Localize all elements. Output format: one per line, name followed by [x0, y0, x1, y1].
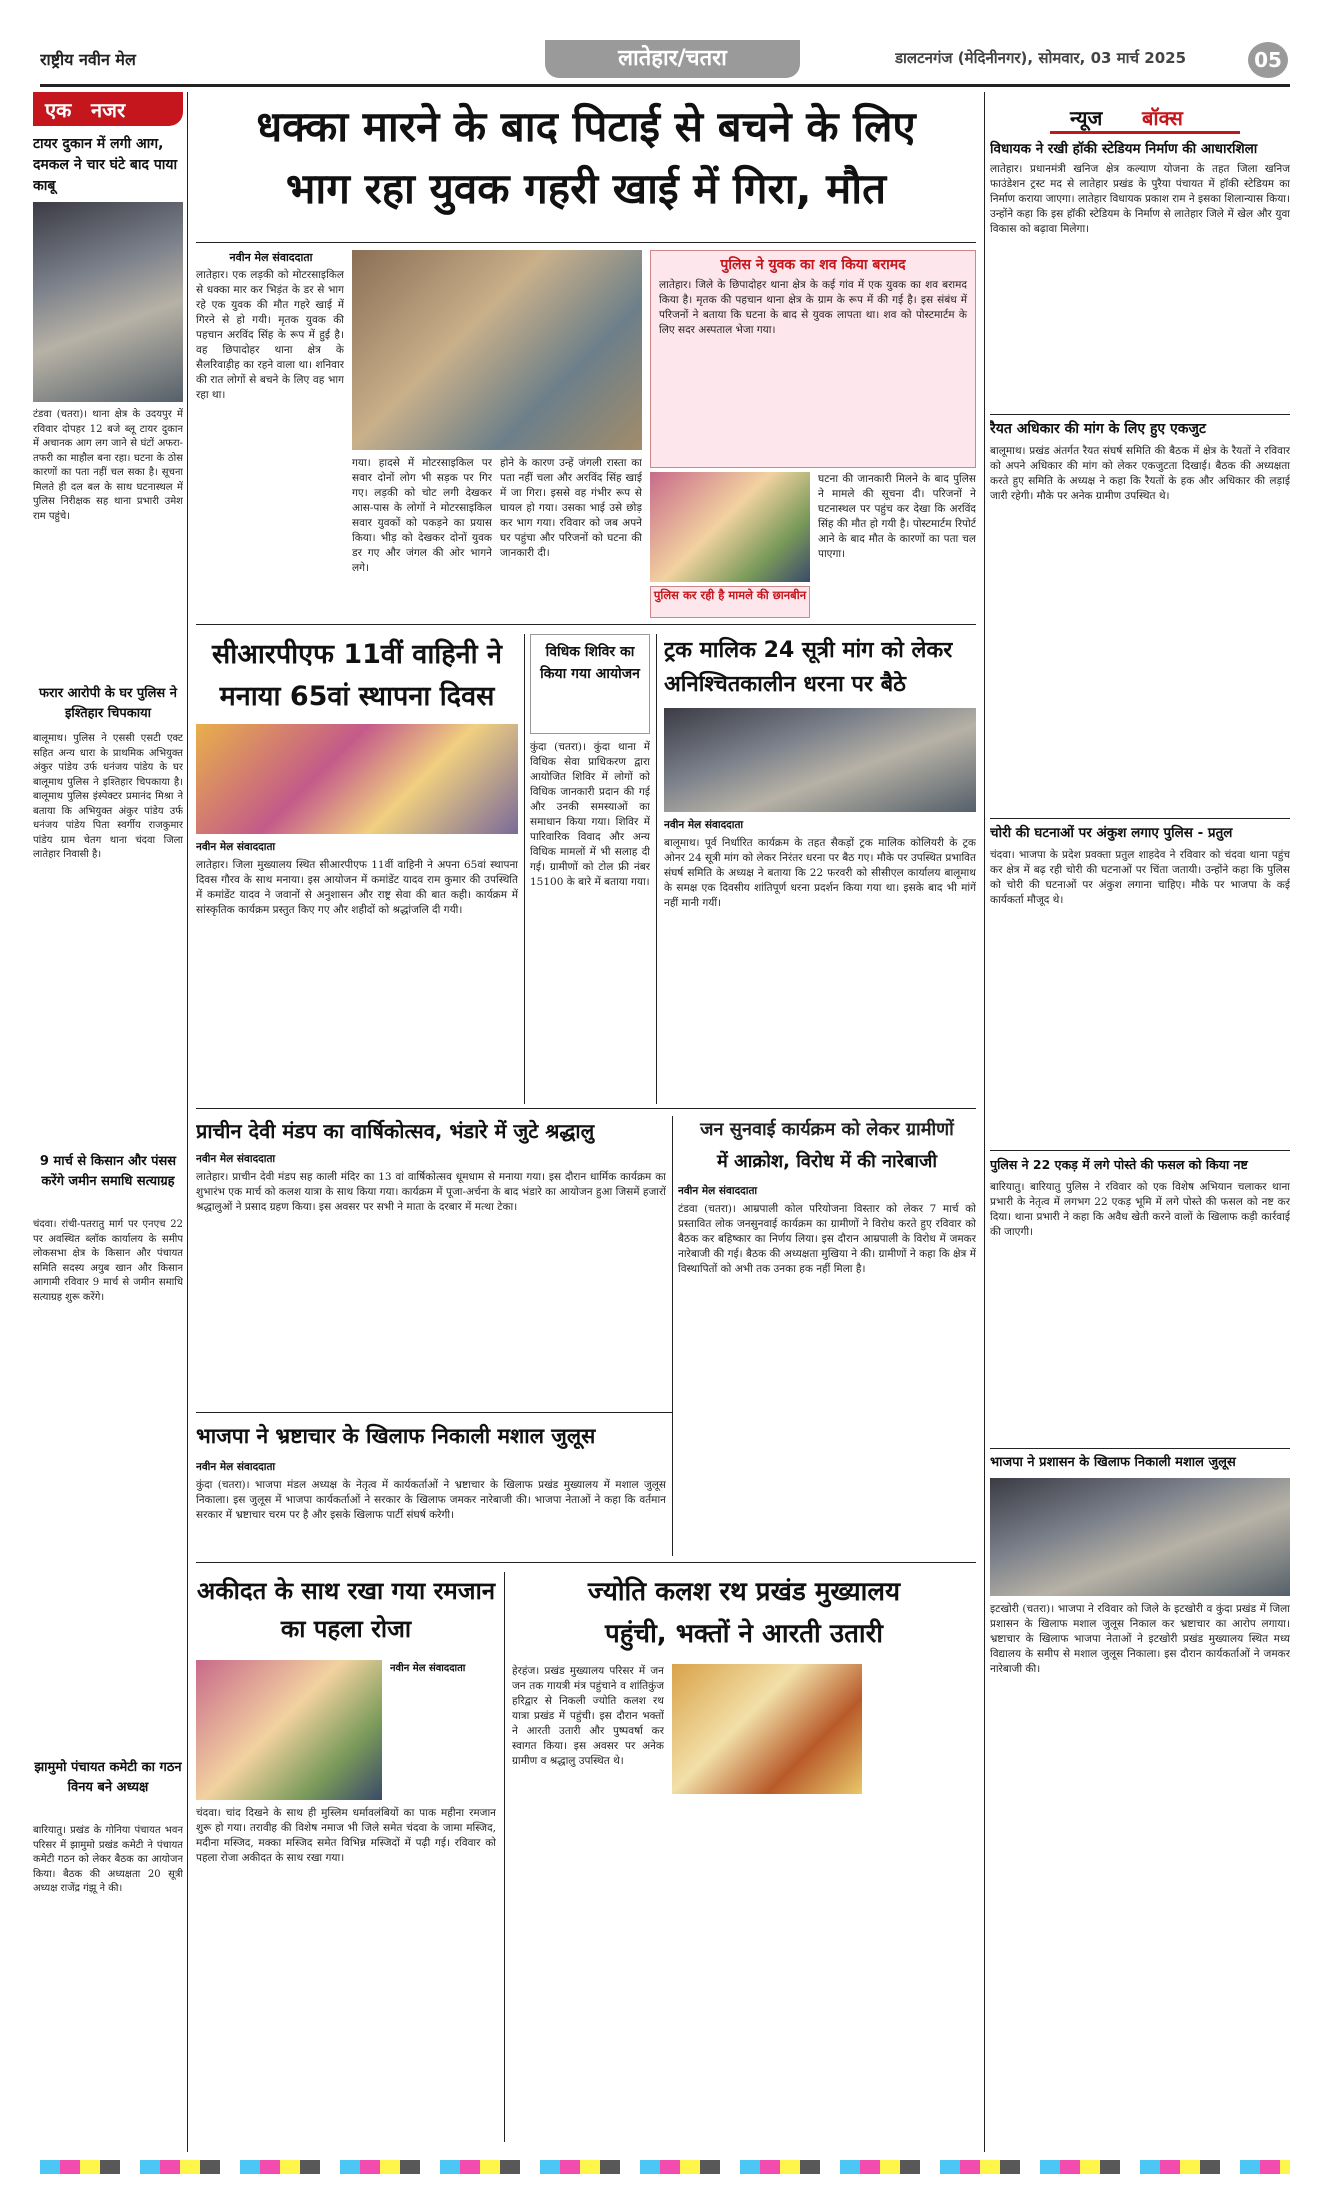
kalash-headline-1: ज्योति कलश रथ प्रखंड मुख्यालय [587, 1577, 901, 1607]
crpf-photo [196, 724, 518, 834]
crpf-divider [524, 634, 525, 1104]
fire-photo [33, 202, 183, 402]
investigation-headline: पुलिस कर रही है मामले की छानबीन [653, 588, 807, 602]
crpf-byline: नवीन मेल संवाददाता [196, 841, 276, 853]
lead-body-2: गया। हादसे में मोटरसाइकिल पर सवार दोनों लोग भी सड़क पर गिर गए। लड़की को चोट लगी देखकर आस-पास के लोगों ने मोटरसाइकिल सवार युवकों को पकड़ने का प्रयास किया। भीड़ को देखकर दोनों युवक डर गए और जंगल की ओर भागने लगे। [352, 457, 492, 574]
masthead-rule [40, 84, 1290, 87]
masthead [40, 40, 1290, 82]
devi-byline: नवीन मेल संवाददाता [196, 1153, 276, 1165]
jansunwai-byline: नवीन मेल संवाददाता [678, 1185, 758, 1197]
left-story-4-headline: झामुमो पंचायत कमेटी का गठन विनय बने अध्यक्ष [34, 1760, 182, 1795]
lead-bottom-rule [196, 624, 976, 625]
roza-body: चंदवा। चांद दिखने के साथ ही मुस्लिम धर्मावलंबियों का पाक महीना रमजान शुरू हो गया। तरावीह की विशेष नमाज भी जिले समेत चंदवा के जामा मस्जिद, मदीना मस्जिद, मक्का मस्जिद समेत विभिन्न मस्जिदों में पढ़ी गई। रविवार को पहला रोजा अकीदत के साथ रखा गया। [196, 1807, 496, 1864]
roza-byline: नवीन मेल संवाददाता [390, 1663, 466, 1674]
lead-photo [352, 250, 642, 450]
left-story-1-body: टंडवा (चतरा)। थाना क्षेत्र के उदयपुर में रविवार दोपहर 12 बजे ब्लू टायर दुकान में अचानक आग लग जाने से घंटों अफरा-तफरी का माहौल बना रहा। घटना के ठोस कारणों का पता नहीं चल सका है। सूचना मिलते ही दल बल के साथ घटनास्थल में पुलिस निरीक्षक सह थाना प्रभारी उमेश राम पहुंचे। [33, 409, 183, 522]
center-right-divider [984, 92, 985, 2152]
right-rule-2 [990, 818, 1290, 819]
left-story-2-headline: फरार आरोपी के घर पुलिस ने इश्तिहार चिपकाया [39, 686, 177, 721]
lead-photo-2 [650, 472, 810, 582]
right-rule-3 [990, 1150, 1290, 1151]
tag-ek: एक [45, 98, 72, 122]
dateline: डालटनगंज (मेदिनीनगर), सोमवार, 03 मार्च 2025 [895, 49, 1187, 67]
bjp-headline: भाजपा ने भ्रष्टाचार के खिलाफ निकाली मशाल जुलूस [196, 1424, 596, 1448]
right-story-4-headline: पुलिस ने 22 एकड़ में लगे पोस्ते की फसल को किया नष्ट [990, 1157, 1248, 1172]
ek-nazar-tag [33, 92, 183, 126]
devi-body: लातेहार। प्राचीन देवी मंडप सह काली मंदिर का 13 वां वार्षिकोत्सव धूमधाम से मनाया गया। इस दौरान धार्मिक कार्यक्रम का शुभारंभ एक मार्च को कलश यात्रा के साथ किया गया। कार्यक्रम में पूजा-अर्चना के बाद भंडारे का आयोजन हुआ जिसमें हजारों श्रद्धालुओं ने प्रसाद ग्रहण किया। इस अवसर पर सभी ने माता के दरबार में मत्था टेका। [196, 1171, 666, 1213]
mid-rule-1 [196, 1108, 976, 1109]
mid-rule-2 [196, 1562, 976, 1563]
truck-byline: नवीन मेल संवाददाता [664, 819, 744, 831]
kalash-headline-2: पहुंची, भक्तों ने आरती उतारी [604, 1619, 884, 1649]
kalash-photo [672, 1664, 862, 1794]
crpf-headline: सीआरपीएफ 11वीं वाहिनी ने मनाया 65वां स्थापना दिवस [211, 639, 503, 712]
devi-divider [672, 1116, 673, 1556]
bjp-byline: नवीन मेल संवाददाता [196, 1461, 276, 1473]
right-story-5-body: इटखोरी (चतरा)। भाजपा ने रविवार को जिले के इटखोरी व कुंदा प्रखंड में जिला प्रशासन के खिलाफ मशाल जुलूस निकाल कर भ्रष्टाचार का आरोप लगाया। भ्रष्टाचार के खिलाफ भाजपा नेताओं ने इटखोरी प्रखंड मुख्यालय स्थित मध्य विद्यालय के समीप से मशाल जुलूस निकाला। इस दौरान कार्यकर्ताओं ने जमकर नारेबाजी की। [990, 1603, 1290, 1675]
right-story-2-body: बालूमाथ। प्रखंड अंतर्गत रैयत संघर्ष समिति की बैठक में क्षेत्र के रैयतों ने रविवार को अपने अधिकार की मांग को लेकर एकजुटता दिखाई। बैठक की अध्यक्षता करते हुए समिति के अध्यक्ष ने कहा कि रैयतों के हक और अधिकार की लड़ाई जारी रहेगी। मौके पर अनेक ग्रामीण उपस्थित थे। [990, 445, 1290, 502]
lead-body-3: होने के कारण उन्हें जंगली रास्ता का पता नहीं चला और अरविंद सिंह खाई में जा गिरा। इससे वह गंभीर रूप से घायल हो गया। उसका भाई उसे छोड़ कर भाग गया। रविवार को जब अपने घर पहुंचा और परिजनों को घटना की जानकारी दी। [500, 457, 642, 559]
investigation-box [650, 586, 810, 618]
left-divider [187, 92, 188, 2152]
left-story-1-headline: टायर दुकान में लगी आग, दमकल ने चार घंटे बाद पाया काबू [33, 136, 178, 194]
section-title: लातेहार/चतरा [618, 46, 727, 71]
newsbox-news: न्यूज [1070, 106, 1103, 130]
lead-body-1: लातेहार। एक लड़की को मोटरसाइकिल से धक्का मार कर भिड़ंत के डर से भाग रहे एक युवक की मौत गहरे खाई में गिरने से हो गयी। मृतक युवक की पहचान अरविंद सिंह के रूप में हुई है। वह छिपादोहर थाना क्षेत्र के सैलरिवाड़ीह का रहने वाला था। शनिवार की रात लोगों से बचने के लिए वह भाग रहा था। [196, 269, 344, 401]
crpf-body: लातेहार। जिला मुख्यालय स्थित सीआरपीएफ 11वीं वाहिनी ने अपना 65वां स्थापना दिवस गौरव के साथ मनाया। इस आयोजन में कमांडेंट यादव राम कुमार की उपस्थिति में कमांडेंट यादव ने जवानों से अनुशासन और राष्ट्र सेवा की बात कही। कार्यक्रम में सांस्कृतिक कार्यक्रम प्रस्तुत किए गए और शहीदों को श्रद्धांजलि दी गयी। [196, 859, 518, 916]
vidhik-divider [656, 634, 657, 1104]
truck-body: बालूमाथ। पूर्व निर्धारित कार्यक्रम के तहत सैकड़ों ट्रक मालिक कोलियरी के ट्रक ओनर 24 सूत्री मांग को लेकर निरंतर धरना पर बैठ गए। मौके पर उपस्थित प्रभावित संघर्ष समिति के अध्यक्ष ने बताया कि 22 फरवरी को सीसीएल कार्यालय बालूमाथ के समक्ष एक दिवसीय शांतिपूर्ण धरना प्रदर्शन किया गया था। इसके बाद भी मांगें नहीं मानी गयीं। [664, 837, 976, 909]
police-box-headline: पुलिस ने युवक का शव किया बरामद [720, 257, 906, 273]
right-story-5-photo [990, 1478, 1290, 1596]
right-story-4-body: बारियातु। बारियातु पुलिस ने रविवार को एक विशेष अभियान चलाकर थाना प्रभारी के नेतृत्व में लगभग 22 एकड़ भूमि में लगे पोस्ते की फसल को नष्ट कर दिया। थाना प्रभारी ने कहा कि अवैध खेती करने वालों के खिलाफ कड़ी कार्रवाई की जाएगी। [990, 1181, 1290, 1238]
left-story-3-headline: 9 मार्च से किसान और पंसस करेंगे जमीन समाधि सत्याग्रह [39, 1154, 177, 1189]
roza-headline: अकीदत के साथ रखा गया रमजान का पहला रोजा [196, 1577, 496, 1643]
lead-headline-1: धक्का मारने के बाद पिटाई से बचने के लिए [256, 102, 916, 151]
right-story-3-body: चंदवा। भाजपा के प्रदेश प्रवक्ता प्रतुल शाहदेव ने रविवार को चंदवा थाना पहुंच कर क्षेत्र में बढ़ रही चोरी की घटनाओं पर चिंता जतायी। उन्होंने कहा कि पुलिस को चोरी की घटनाओं पर अंकुश लगाना चाहिए। मौके पर भाजपा के कई कार्यकर्ता मौजूद थे। [990, 849, 1290, 906]
left-story-4-body: बारियातु। प्रखंड के गोनिया पंचायत भवन परिसर में झामुमो प्रखंड कमेटी ने पंचायत कमेटी गठन को लेकर बैठक का आयोजन किया। बैठक की अध्यक्षता 20 सूत्री अध्यक्ष राजेंद्र गंझू ने की। [33, 1825, 183, 1894]
jansunwai-headline-1: जन सुनवाई कार्यक्रम को लेकर ग्रामीणों [700, 1119, 954, 1140]
right-rule-1 [990, 414, 1290, 415]
bjp-body: कुंदा (चतरा)। भाजपा मंडल अध्यक्ष के नेतृत्व में कार्यकर्ताओं ने भ्रष्टाचार के खिलाफ प्रखंड मुख्यालय में मशाल जुलूस निकाला। इस जुलूस में भाजपा कार्यकर्ताओं ने सरकार के खिलाफ जमकर नारेबाजी की। भाजपा नेताओं ने कहा कि वर्तमान सरकार में भ्रष्टाचार चरम पर है और इसके खिलाफ पार्टी संघर्ष करेगी। [196, 1479, 666, 1521]
right-story-5-headline: भाजपा ने प्रशासन के खिलाफ निकाली मशाल जुलूस [990, 1455, 1236, 1470]
police-box-body: लातेहार। जिले के छिपादोहर थाना क्षेत्र के कई गांव में एक युवक का शव बरामद किया है। मृतक की पहचान थाना क्षेत्र के ग्राम के रूप में की गई है। इस संबंध में परिजनों ने बताया कि घटना के बाद से युवक लापता था। शव को पोस्टमार्टम के लिए सदर अस्पताल भेजा गया। [659, 279, 967, 336]
right-story-1-body: लातेहार। प्रधानमंत्री खनिज क्षेत्र कल्याण योजना के तहत जिला खनिज फाउंडेशन ट्रस्ट मद से लातेहार प्रखंड के पुरैया पंचायत में हॉकी स्टेडियम का निर्माण कराया जाएगा। लातेहार विधायक प्रकाश राम ने इसका शिलान्यास किया। उन्होंने कहा कि इस हॉकी स्टेडियम के निर्माण से लातेहार जिले में खेल और युवा विकास को बढ़ावा मिलेगा। [990, 163, 1290, 235]
left-story-2-body: बालूमाथ। पुलिस ने एससी एसटी एक्ट सहित अन्य धारा के प्राथमिक अभियुक्त अंकुर पांडेय उर्फ धनंजय पांडेय के घर बालूमाथ पुलिस ने इश्तिहार चिपकाया है। बालूमाथ पुलिस इंस्पेक्टर प्रमानंद मिश्रा ने बताया कि अभियुक्त अंकुर पांडेय उर्फ धनंजय पांडेय पिता स्वर्गीय राजकुमार पांडेय ग्राम चेतग थाना चंदवा जिला लातेहार निवासी है। [33, 733, 183, 860]
page-number: 05 [1248, 42, 1288, 78]
bjp-top-rule [196, 1412, 672, 1413]
lead-byline: नवीन मेल संवाददाता [229, 251, 313, 264]
roza-photo [196, 1660, 382, 1800]
vidhik-headline: विधिक शिविर का किया गया आयोजन [540, 644, 640, 682]
left-story-3-body: चंदवा। रांची-पतरातु मार्ग पर एनएच 22 पर अवस्थित ब्लॉक कार्यालय के समीप लोकसभा क्षेत्र के किसान और पंचायत समिति सदस्य अयुब खान और किसान आगामी रविवार 9 मार्च से जमीन समाधि सत्याग्रह शुरू करेंगे। [33, 1219, 183, 1303]
news-box-tag [1050, 100, 1240, 134]
color-registration-strip [40, 2160, 1290, 2174]
right-story-2-headline: रैयत अधिकार की मांग के लिए हुए एकजुट [990, 421, 1206, 437]
roza-divider [504, 1572, 505, 2142]
jansunwai-headline-2: में आक्रोश, विरोध में की नारेबाजी [716, 1151, 938, 1172]
truck-photo [664, 708, 976, 812]
truck-headline: ट्रक मालिक 24 सूत्री मांग को लेकर अनिश्चितकालीन धरना पर बैठे [664, 638, 953, 697]
section-banner [545, 40, 800, 78]
right-story-3-headline: चोरी की घटनाओं पर अंकुश लगाए पुलिस - प्रतुल [990, 825, 1233, 841]
kalash-body: हेरहंज। प्रखंड मुख्यालय परिसर में जन जन तक गायत्री मंत्र पहुंचाने व शांतिकुंज हरिद्वार से निकली ज्योति कलश रथ यात्रा प्रखंड में पहुंची। इस दौरान भक्तों ने आरती उतारी और पुष्पवर्षा कर स्वागत किया। इस अवसर पर अनेक ग्रामीण व श्रद्धालु उपस्थित थे। [512, 1665, 664, 1767]
paper-name: राष्ट्रीय नवीन मेल [40, 50, 136, 69]
vidhik-box [530, 634, 650, 734]
left-column [33, 92, 183, 2152]
vidhik-body: कुंदा (चतरा)। कुंदा थाना में विधिक सेवा प्राधिकरण द्वारा आयोजित शिविर में लोगों को विधिक जानकारी प्रदान की गई और उनकी समस्याओं का समाधान किया गया। शिविर में पारिवारिक विवाद और अन्य विधिक मामलों में भी सलाह दी गई। ग्रामीणों को टोल फ्री नंबर 15100 के बारे में बताया गया। [530, 741, 650, 888]
investigation-body: घटना की जानकारी मिलने के बाद पुलिस ने मामले की सूचना दी। परिजनों ने घटनास्थल पर पहुंच कर देखा कि अरविंद सिंह की मौत हो गयी है। पोस्टमार्टम रिपोर्ट आने के बाद मौत के कारणों का पता चल पाएगा। [818, 473, 976, 560]
right-column [990, 140, 1290, 2150]
lead-rule [196, 242, 976, 243]
tag-nagar: नजर [91, 98, 126, 122]
newsbox-box: बॉक्स [1142, 106, 1183, 130]
jansunwai-body: टंडवा (चतरा)। आम्रपाली कोल परियोजना विस्तार को लेकर 7 मार्च को प्रस्तावित लोक जनसुनवाई कार्यक्रम का ग्रामीणों ने विरोध करते हुए रविवार को बैठक कर बहिष्कार का निर्णय लिया। इस दौरान आम्रपाली के विरोध में जमकर नारेबाजी की गई। बैठक की अध्यक्षता मुखिया ने की। ग्रामीणों ने कहा कि क्षेत्र में विस्थापितों को अभी तक उनका हक नहीं मिला है। [678, 1203, 976, 1275]
right-story-1-headline: विधायक ने रखी हॉकी स्टेडियम निर्माण की आधारशिला [990, 141, 1258, 157]
lead-headline-2: भाग रहा युवक गहरी खाई में गिरा, मौत [285, 164, 887, 213]
police-recovery-box [650, 250, 976, 468]
right-rule-4 [990, 1448, 1290, 1449]
devi-headline: प्राचीन देवी मंडप का वार्षिकोत्सव, भंडारे में जुटे श्रद्धालु [196, 1119, 595, 1143]
